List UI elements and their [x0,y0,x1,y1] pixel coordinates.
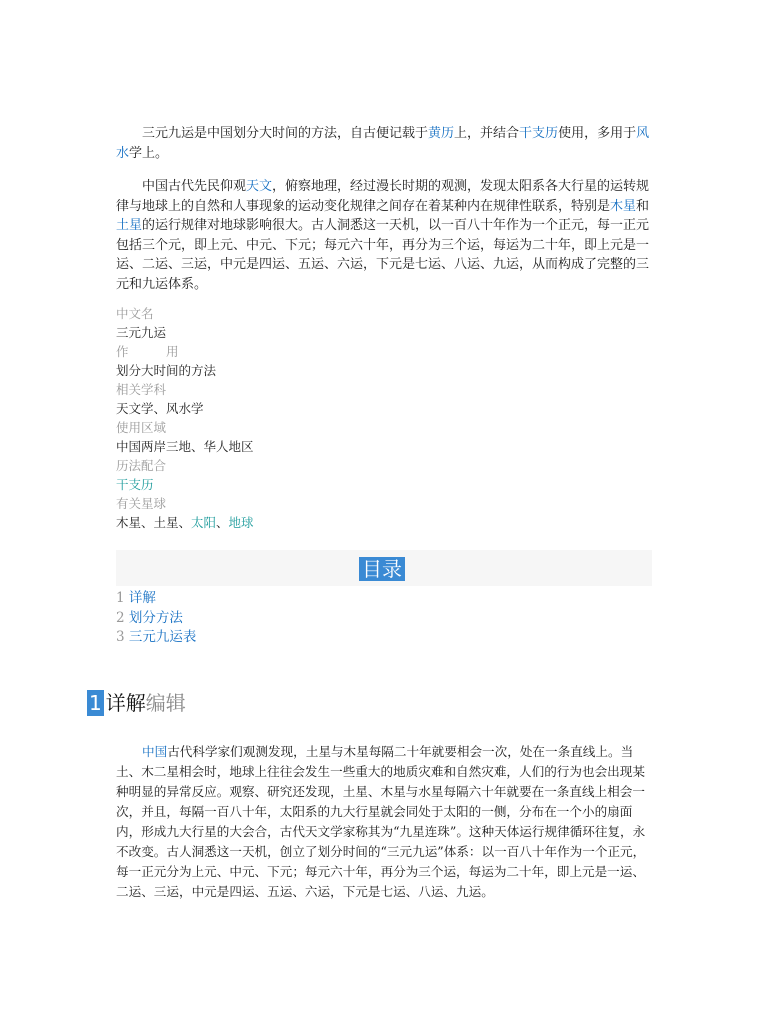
info-key: 有关星球 [116,496,167,511]
link-muxing[interactable]: 木星 [610,198,637,214]
toc-item[interactable]: 3 三元九运表 [116,629,197,645]
section-title: 详解 [105,690,146,715]
link-huangli[interactable]: 黄历 [428,126,455,141]
info-key: 使用区域 [116,420,167,435]
link-diqiu[interactable]: 地球 [228,515,254,530]
link-tuxing[interactable]: 土星 [116,218,143,233]
link-ganzhili[interactable]: 干支历 [519,126,559,141]
section-body [116,742,656,902]
info-value: 划分大时间的方法 [116,363,217,378]
basic-info [116,304,656,532]
toc-item[interactable]: 2 划分方法 [116,609,183,626]
info-key: 作 用 [116,344,179,359]
info-value [116,475,656,494]
toc-header [116,550,652,586]
intro-paragraph-2: 中国古代先民仰观天文，俯察地理，经过漫长时期的观测，发现太阳系各大行星的运转规律与地球上的自然和人事现象的运动变化规律之间存在着某种内在规律性联系，特别是木星和土星的运行规律对地球影响很大。古人洞悉这一天机，以一百八十年作为一个正元，每一正元包括三个元，即上元、中元、下元；每元六十年，再分为三个运，每运为二十年，即上元是一运、二运、三运，中元是四运、五运、六运，下元是七运、八运、九运，从而构成了完整的三元和九运体系。 [116,179,650,292]
info-value: 木星、土星、太阳、地球 [116,515,254,530]
section-number: 1 [89,690,102,715]
intro-paragraph-1: 三元九运是中国划分大时间的方法，自古便记载于黄历上，并结合干支历使用，多用于风水学上。 [116,126,650,161]
link-ganzhili-info[interactable]: 干支历 [116,477,154,492]
article [89,124,656,916]
toc-item[interactable]: 1 详解 [116,590,156,606]
edit-link[interactable]: 编辑 [145,690,186,715]
link-tianwen[interactable]: 天文 [246,179,273,194]
info-value: 中国两岸三地、华人地区 [116,439,254,454]
link-fengshui[interactable]: 风水 [116,126,650,161]
info-value: 三元九运 [116,325,167,340]
section-paragraph: 中国古代科学家们观测发现，土星与木星每隔二十年就要相会一次，处在一条直线上。当土、木二星相会时，地球上往往会发生一些重大的地质灾难和自然灾难，人们的行为也会出现某种明显的异常反应。观察、研究还发现，土星、木星与水星每隔六十年就要在一条直线上相会一次，并且，每隔一百八十年，太阳系的九大行星就会同处于太阳的一侧，分布在一个小的扇面内，形成九大行星的大会合，古代天文学家称其为“九星连珠”。这种天体运行规律循环往复，永不改变。古人洞悉这一天机，创立了划分时间的“三元九运”体系：以一百八十年作为一个正元，每一正元分为上元、中元、下元；每元六十年，再分为三个运，每运为二十年，即上元是一运、二运、三运，中元是四运、五运、六运，下元是七运、八运、九运。 [116,743,646,899]
link-zhongguo[interactable]: 中国 [142,743,168,759]
section-heading [87,690,627,716]
info-value: 天文学、风水学 [116,401,204,416]
info-key: 中文名 [116,306,154,321]
info-key: 历法配合 [116,458,167,473]
toc-list [116,589,656,648]
info-key: 相关学科 [116,382,167,397]
toc-title: 目录 [359,557,405,581]
link-taiyang[interactable]: 太阳 [191,515,217,530]
